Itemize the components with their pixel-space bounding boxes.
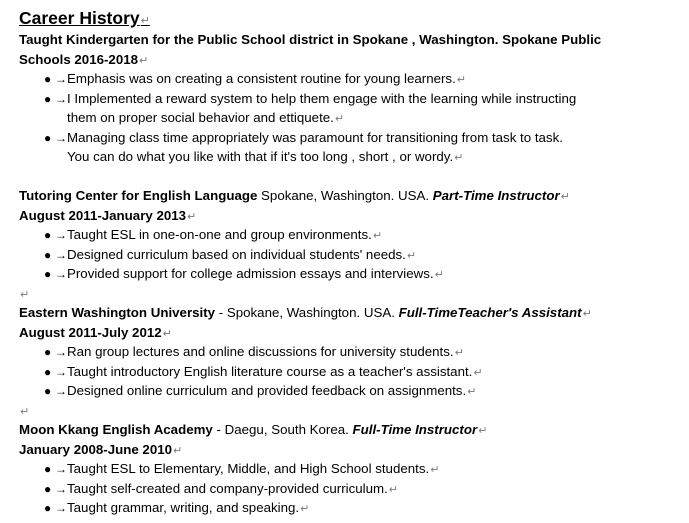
pilcrow-mark: ↵ <box>187 210 197 223</box>
list-item <box>19 264 689 284</box>
tab-arrow-icon: → <box>55 130 67 145</box>
pilcrow-mark: ↵ <box>173 444 183 457</box>
job-dates <box>19 206 689 226</box>
job-location: - Daegu, South Korea. <box>212 422 353 437</box>
bullet-icon: ● <box>44 384 52 398</box>
list-item <box>19 381 689 401</box>
pilcrow-mark: ↵ <box>388 483 398 496</box>
pilcrow-mark: ↵ <box>454 347 464 359</box>
bullet-icon: ● <box>44 130 52 145</box>
list-item-text: Managing class time appropriately was paramount for transitioning from task to task. <box>67 129 563 145</box>
bullet-icon: ● <box>44 228 52 242</box>
list-item-text: Emphasis was on creating a consistent routine for young learners. <box>67 71 456 86</box>
job-dates-text: August 2011-January 2013 <box>19 207 187 223</box>
job-location: Spokane, Washington. USA. <box>257 188 433 203</box>
blank-paragraph <box>19 401 689 421</box>
pilcrow-mark: ↵ <box>300 503 310 515</box>
pilcrow-mark: ↵ <box>140 15 150 27</box>
list-item-text: Taught ESL in one-on-one and group environments. <box>67 227 372 242</box>
pilcrow-mark: ↵ <box>20 288 30 301</box>
list-item-text: Taught grammar, writing, and speaking. <box>67 500 300 515</box>
tab-arrow-icon: → <box>55 501 67 515</box>
job-location: - Spokane, Washington. USA. <box>215 305 399 320</box>
tab-arrow-icon: → <box>55 72 67 86</box>
pilcrow-mark: ↵ <box>20 405 30 418</box>
job-dates-text: January 2008-June 2010 <box>19 441 173 457</box>
job-org: Tutoring Center for English Language <box>19 188 258 203</box>
pilcrow-mark: ↵ <box>456 74 466 86</box>
list-item-text: Designed online curriculum and provided feedback on assignments. <box>67 383 467 398</box>
job-role: Full-TimeTeacher's Assistant <box>398 305 582 320</box>
pilcrow-mark: ↵ <box>478 425 488 437</box>
job-header <box>19 30 689 50</box>
list-item <box>19 89 689 109</box>
list-item-continuation <box>19 108 689 128</box>
job-dates <box>19 440 689 460</box>
list-item-text: Taught ESL to Elementary, Middle, and High School students. <box>67 461 430 476</box>
list-item <box>19 459 689 479</box>
tab-arrow-icon: → <box>55 481 67 496</box>
tab-arrow-icon: → <box>55 384 67 398</box>
list-item-text: Designed curriculum based on individual students' needs. <box>67 246 406 262</box>
pilcrow-mark: ↵ <box>162 327 172 340</box>
list-item <box>19 342 689 362</box>
list-item-text: Taught introductory English literature course as a teacher's assistant. <box>67 363 473 379</box>
list-item-text: You can do what you like with that if it's too long , short , or wordy. <box>67 149 454 164</box>
pilcrow-mark: ↵ <box>560 191 570 203</box>
bullet-icon: ● <box>44 267 52 281</box>
tab-arrow-icon: → <box>55 91 67 106</box>
job-org: Eastern Washington University <box>19 305 216 320</box>
bullet-icon: ● <box>44 247 52 262</box>
list-item-text: Taught self-created and company-provided curriculum. <box>67 480 388 496</box>
job-org: Moon Kkang English Academy <box>19 422 213 437</box>
list-item-text: them on proper social behavior and ettiquete. <box>67 110 334 125</box>
list-item <box>19 362 689 382</box>
list-item-text: Provided support for college admission essays and interviews. <box>67 266 434 281</box>
bullet-icon: ● <box>44 501 52 515</box>
pilcrow-mark: ↵ <box>372 230 383 242</box>
job-dates-text: Schools 2016-2018 <box>19 51 139 67</box>
blank-paragraph <box>19 167 689 187</box>
bullet-icon: ● <box>44 364 52 379</box>
tab-arrow-icon: → <box>55 228 67 242</box>
pilcrow-mark: ↵ <box>139 54 149 67</box>
list-item-text: I Implemented a reward system to help them engage with the learning while instructing <box>67 90 577 106</box>
pilcrow-mark: ↵ <box>334 113 345 125</box>
pilcrow-mark: ↵ <box>430 464 440 476</box>
job-dates-text: August 2011-July 2012 <box>19 324 162 340</box>
list-item <box>19 225 689 245</box>
bullet-icon: ● <box>44 91 52 106</box>
tab-arrow-icon: → <box>55 462 67 476</box>
bullet-icon: ● <box>44 462 52 476</box>
blank-paragraph <box>19 284 689 304</box>
pilcrow-mark: ↵ <box>582 308 592 320</box>
job-dates <box>19 50 689 70</box>
job-header <box>19 186 689 206</box>
pilcrow-mark: ↵ <box>454 152 464 164</box>
list-item <box>19 498 689 518</box>
pilcrow-mark: ↵ <box>434 269 444 281</box>
pilcrow-mark: ↵ <box>473 366 483 379</box>
list-item <box>19 479 689 499</box>
list-item-text: Ran group lectures and online discussions for university students. <box>67 344 454 359</box>
job-header <box>19 420 689 440</box>
list-item <box>19 69 689 89</box>
job-dates <box>19 323 689 343</box>
job-header-text: Taught Kindergarten for the Public School district in Spokane , Washington. Spokane Public <box>19 32 602 47</box>
list-item <box>19 245 689 265</box>
pilcrow-mark: ↵ <box>467 386 477 398</box>
bullet-icon: ● <box>44 481 52 496</box>
bullet-icon: ● <box>44 345 52 359</box>
bullet-icon: ● <box>44 72 52 86</box>
tab-arrow-icon: → <box>55 247 67 262</box>
heading-text: Career History <box>19 8 140 28</box>
job-header <box>19 303 689 323</box>
tab-arrow-icon: → <box>55 364 67 379</box>
job-role: Part-Time Instructor <box>432 188 560 203</box>
tab-arrow-icon: → <box>55 345 67 359</box>
tab-arrow-icon: → <box>55 267 67 281</box>
section-heading <box>19 6 689 30</box>
list-item-continuation <box>19 147 689 167</box>
job-role: Full-Time Instructor <box>352 422 478 437</box>
pilcrow-mark: ↵ <box>406 249 417 262</box>
list-item <box>19 128 689 148</box>
